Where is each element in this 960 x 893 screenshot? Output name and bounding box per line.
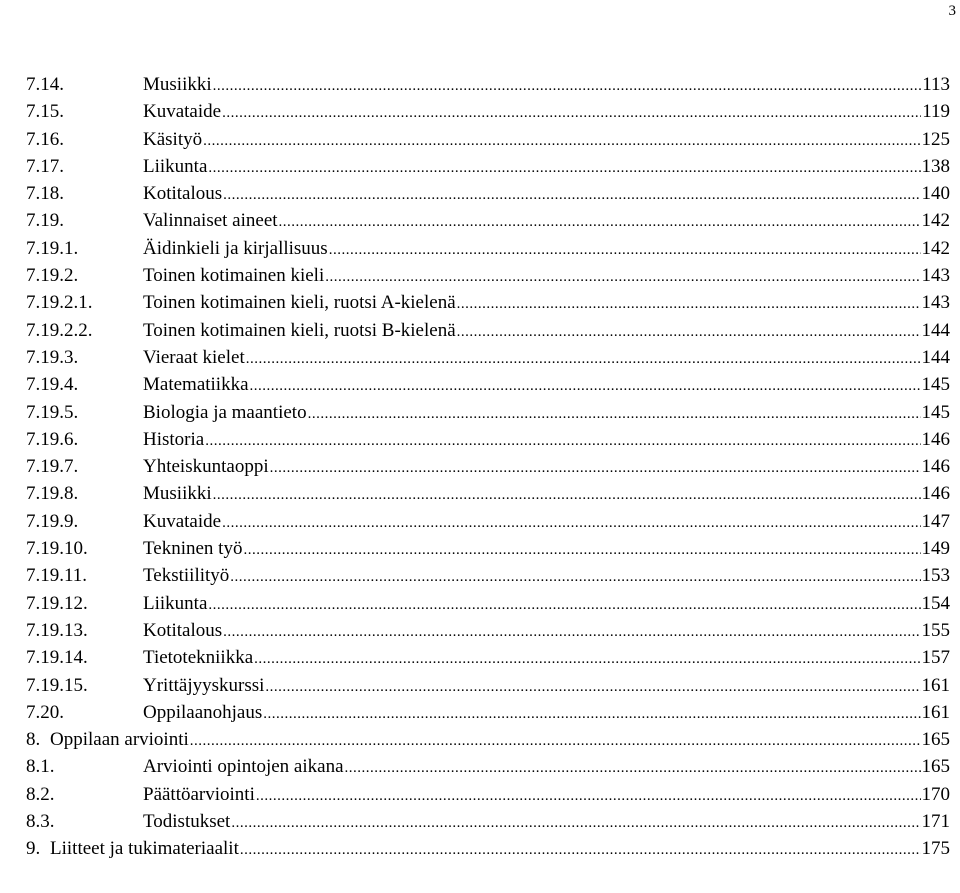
toc-entry-title: Musiikki bbox=[143, 74, 212, 95]
toc-entry-number: 8.3. bbox=[26, 811, 55, 833]
toc-entry-number: 7.19.8. bbox=[26, 483, 79, 505]
toc-entry[interactable] bbox=[26, 453, 950, 480]
toc-entry-body bbox=[143, 426, 950, 455]
toc-entry-title: Päättöarviointi bbox=[143, 783, 255, 805]
toc-entry-page: 170 bbox=[921, 783, 950, 805]
toc-entry-page: 155 bbox=[921, 619, 950, 641]
toc-entry-page: 146 bbox=[921, 456, 950, 478]
toc-entry-number: 7.19.2.1. bbox=[26, 292, 93, 314]
toc-entry[interactable] bbox=[26, 590, 950, 617]
toc-entry-body bbox=[143, 207, 950, 236]
toc-entry-title: Kuvataide bbox=[143, 101, 222, 123]
toc-dot-leader bbox=[254, 646, 920, 673]
toc-entry-number: 7.19.11. bbox=[26, 565, 88, 587]
toc-entry-title: Oppilaanohjaus bbox=[143, 701, 263, 723]
toc-entry-page: 165 bbox=[921, 729, 950, 751]
toc-entry[interactable] bbox=[26, 726, 950, 753]
toc-entry-body bbox=[143, 808, 950, 837]
toc-entry-body bbox=[143, 753, 950, 782]
toc-entry[interactable] bbox=[26, 98, 950, 125]
toc-entry-number: 7.19.6. bbox=[26, 428, 79, 450]
toc-entry-page: 146 bbox=[921, 428, 950, 450]
toc-entry-number: 7.19.3. bbox=[26, 346, 79, 368]
toc-entry[interactable] bbox=[26, 781, 950, 808]
toc-entry-page: 154 bbox=[921, 592, 950, 614]
toc-entry-title: Yhteiskuntaoppi bbox=[143, 456, 269, 478]
toc-entry[interactable] bbox=[26, 289, 950, 316]
toc-dot-leader bbox=[208, 155, 920, 182]
table-of-contents bbox=[26, 71, 950, 863]
toc-entry-title: Toinen kotimainen kieli, ruotsi A-kielenä bbox=[143, 292, 456, 314]
toc-entry-page: 175 bbox=[921, 838, 950, 860]
toc-entry-number: 7.19.4. bbox=[26, 374, 79, 396]
toc-dot-leader bbox=[256, 783, 921, 810]
toc-entry-body bbox=[143, 480, 950, 509]
toc-dot-leader bbox=[243, 537, 920, 564]
toc-entry-number: 7.19.12. bbox=[26, 592, 88, 614]
toc-entry-number: 8. bbox=[26, 729, 41, 751]
toc-entry-page: 125 bbox=[921, 128, 950, 150]
toc-dot-leader bbox=[230, 564, 920, 591]
toc-entry-page: 119 bbox=[922, 101, 950, 123]
toc-entry[interactable] bbox=[26, 153, 950, 180]
toc-entry-body bbox=[143, 126, 950, 155]
toc-entry-body bbox=[143, 262, 950, 291]
toc-entry-title: Vieraat kielet bbox=[143, 346, 245, 368]
toc-entry-number: 7.18. bbox=[26, 183, 64, 205]
toc-entry[interactable] bbox=[26, 672, 950, 699]
toc-entry-body bbox=[143, 317, 950, 346]
toc-entry-number: 7.20. bbox=[26, 701, 64, 723]
toc-entry-title: Liikunta bbox=[143, 592, 208, 614]
toc-entry[interactable] bbox=[26, 699, 950, 726]
toc-entry-body bbox=[143, 98, 950, 127]
toc-entry[interactable] bbox=[26, 207, 950, 234]
toc-entry-number: 7.19. bbox=[26, 210, 64, 232]
toc-dot-leader bbox=[240, 837, 921, 864]
toc-dot-leader bbox=[246, 346, 921, 373]
toc-entry-number: 7.19.9. bbox=[26, 510, 79, 532]
toc-entry-page: 144 bbox=[921, 346, 950, 368]
toc-entry[interactable] bbox=[26, 508, 950, 535]
toc-entry-title: Kuvataide bbox=[143, 510, 222, 532]
toc-entry-title: Toinen kotimainen kieli bbox=[143, 265, 325, 287]
toc-entry-title: Kotitalous bbox=[143, 619, 223, 641]
toc-entry-number: 8.2. bbox=[26, 783, 55, 805]
toc-entry-body bbox=[143, 399, 950, 428]
toc-entry-body bbox=[143, 453, 950, 482]
toc-entry-page: 142 bbox=[921, 210, 950, 232]
toc-entry-number: 7.17. bbox=[26, 155, 64, 177]
toc-entry-body bbox=[143, 699, 950, 728]
toc-entry-title: Valinnaiset aineet bbox=[143, 210, 278, 232]
toc-entry-body bbox=[143, 644, 950, 673]
toc-entry-page: 145 bbox=[921, 374, 950, 396]
toc-entry[interactable] bbox=[26, 753, 950, 780]
toc-entry[interactable] bbox=[26, 344, 950, 371]
toc-entry-title: Musiikki bbox=[143, 483, 212, 505]
toc-entry-title: Kotitalous bbox=[143, 183, 223, 205]
toc-entry[interactable] bbox=[26, 562, 950, 589]
toc-entry[interactable] bbox=[26, 371, 950, 398]
toc-entry-number: 7.19.1. bbox=[26, 237, 79, 259]
toc-entry-body bbox=[143, 289, 950, 318]
toc-dot-leader bbox=[279, 209, 921, 236]
toc-dot-leader bbox=[263, 701, 920, 728]
toc-entry-number: 8.1. bbox=[26, 756, 55, 778]
toc-entry-page: 157 bbox=[921, 647, 950, 669]
toc-entry[interactable] bbox=[26, 617, 950, 644]
toc-entry-title: Matematiikka bbox=[143, 374, 249, 396]
toc-entry-number: 7.19.2. bbox=[26, 265, 79, 287]
toc-entry-page: 138 bbox=[921, 155, 950, 177]
toc-entry-page: 144 bbox=[921, 319, 950, 341]
toc-entry-title: Liitteet ja tukimateriaalit bbox=[50, 838, 239, 860]
toc-entry-title: Todistukset bbox=[143, 811, 231, 833]
toc-entry-number: 7.19.5. bbox=[26, 401, 79, 423]
toc-entry-title: Oppilaan arviointi bbox=[50, 729, 189, 751]
toc-entry-title: Tekninen työ bbox=[143, 538, 243, 560]
toc-entry[interactable] bbox=[26, 480, 950, 507]
toc-entry-number: 7.19.10. bbox=[26, 538, 88, 560]
toc-entry-body bbox=[143, 590, 950, 619]
toc-entry-page: 153 bbox=[921, 565, 950, 587]
toc-entry-body bbox=[50, 835, 950, 864]
toc-entry[interactable] bbox=[26, 644, 950, 671]
toc-entry[interactable] bbox=[26, 835, 950, 862]
toc-dot-leader bbox=[223, 619, 920, 646]
toc-entry-body bbox=[143, 781, 950, 810]
toc-entry-page: 143 bbox=[921, 292, 950, 314]
toc-entry-body bbox=[143, 235, 950, 264]
toc-entry-body bbox=[143, 535, 950, 564]
toc-entry-title: Käsityö bbox=[143, 128, 203, 150]
toc-dot-leader bbox=[457, 319, 921, 346]
toc-entry-title: Tietotekniikka bbox=[143, 647, 254, 669]
toc-entry[interactable] bbox=[26, 808, 950, 835]
toc-entry-page: 147 bbox=[921, 510, 950, 532]
toc-entry-page: 143 bbox=[921, 265, 950, 287]
toc-entry-title: Arviointi opintojen aikana bbox=[143, 756, 344, 778]
toc-entry-number: 7.14. bbox=[26, 74, 64, 95]
toc-entry[interactable] bbox=[26, 71, 950, 98]
toc-entry-title: Historia bbox=[143, 428, 205, 450]
toc-entry-page: 113 bbox=[922, 74, 950, 95]
toc-entry-number: 7.15. bbox=[26, 101, 64, 123]
toc-entry-page: 161 bbox=[921, 674, 950, 696]
toc-entry-number: 7.19.14. bbox=[26, 647, 88, 669]
toc-dot-leader bbox=[208, 592, 920, 619]
toc-dot-leader bbox=[205, 428, 920, 455]
toc-dot-leader bbox=[270, 455, 921, 482]
toc-dot-leader bbox=[250, 373, 921, 400]
toc-entry-page: 171 bbox=[921, 811, 950, 833]
toc-entry-body bbox=[143, 371, 950, 400]
toc-dot-leader bbox=[213, 73, 922, 100]
toc-entry[interactable] bbox=[26, 535, 950, 562]
toc-dot-leader bbox=[223, 182, 920, 209]
toc-dot-leader bbox=[231, 810, 920, 837]
toc-entry-title: Yrittäjyyskurssi bbox=[143, 674, 265, 696]
toc-entry-body bbox=[143, 508, 950, 537]
toc-entry-body bbox=[143, 153, 950, 182]
toc-entry[interactable] bbox=[26, 235, 950, 262]
toc-entry-number: 7.19.13. bbox=[26, 619, 88, 641]
toc-entry-body bbox=[143, 344, 950, 373]
page-number: 3 bbox=[948, 3, 956, 19]
toc-entry-title: Liikunta bbox=[143, 155, 208, 177]
toc-entry-number: 9. bbox=[26, 838, 41, 860]
toc-dot-leader bbox=[345, 755, 921, 782]
toc-entry-page: 149 bbox=[921, 538, 950, 560]
toc-dot-leader bbox=[222, 510, 920, 537]
toc-entry-body bbox=[50, 726, 950, 755]
toc-entry-page: 165 bbox=[921, 756, 950, 778]
toc-entry-number: 7.19.2.2. bbox=[26, 319, 93, 341]
toc-dot-leader bbox=[203, 128, 920, 155]
toc-entry[interactable] bbox=[26, 399, 950, 426]
toc-entry[interactable] bbox=[26, 317, 950, 344]
toc-dot-leader bbox=[213, 482, 921, 509]
toc-entry-number: 7.19.7. bbox=[26, 456, 79, 478]
toc-entry-title: Toinen kotimainen kieli, ruotsi B-kielenä bbox=[143, 319, 456, 341]
toc-entry-title: Tekstiilityö bbox=[143, 565, 230, 587]
toc-entry-page: 145 bbox=[921, 401, 950, 423]
toc-entry-page: 146 bbox=[921, 483, 950, 505]
toc-entry-number: 7.19.15. bbox=[26, 674, 88, 696]
toc-entry-body bbox=[143, 180, 950, 209]
toc-dot-leader bbox=[325, 264, 920, 291]
toc-entry-title: Äidinkieli ja kirjallisuus bbox=[143, 237, 328, 259]
toc-entry-page: 140 bbox=[921, 183, 950, 205]
toc-entry-page: 142 bbox=[921, 237, 950, 259]
toc-dot-leader bbox=[222, 100, 921, 127]
toc-dot-leader bbox=[265, 674, 920, 701]
toc-entry-body bbox=[143, 562, 950, 591]
toc-entry-page: 161 bbox=[921, 701, 950, 723]
toc-entry-body bbox=[143, 672, 950, 701]
toc-entry[interactable] bbox=[26, 262, 950, 289]
toc-dot-leader bbox=[457, 291, 921, 318]
toc-entry-body bbox=[143, 617, 950, 646]
toc-entry[interactable] bbox=[26, 126, 950, 153]
toc-entry-body bbox=[143, 71, 950, 100]
toc-entry[interactable] bbox=[26, 426, 950, 453]
toc-entry-title: Biologia ja maantieto bbox=[143, 401, 307, 423]
toc-dot-leader bbox=[329, 237, 921, 264]
toc-dot-leader bbox=[190, 728, 921, 755]
toc-entry-number: 7.16. bbox=[26, 128, 64, 150]
toc-entry[interactable] bbox=[26, 180, 950, 207]
toc-dot-leader bbox=[308, 401, 921, 428]
